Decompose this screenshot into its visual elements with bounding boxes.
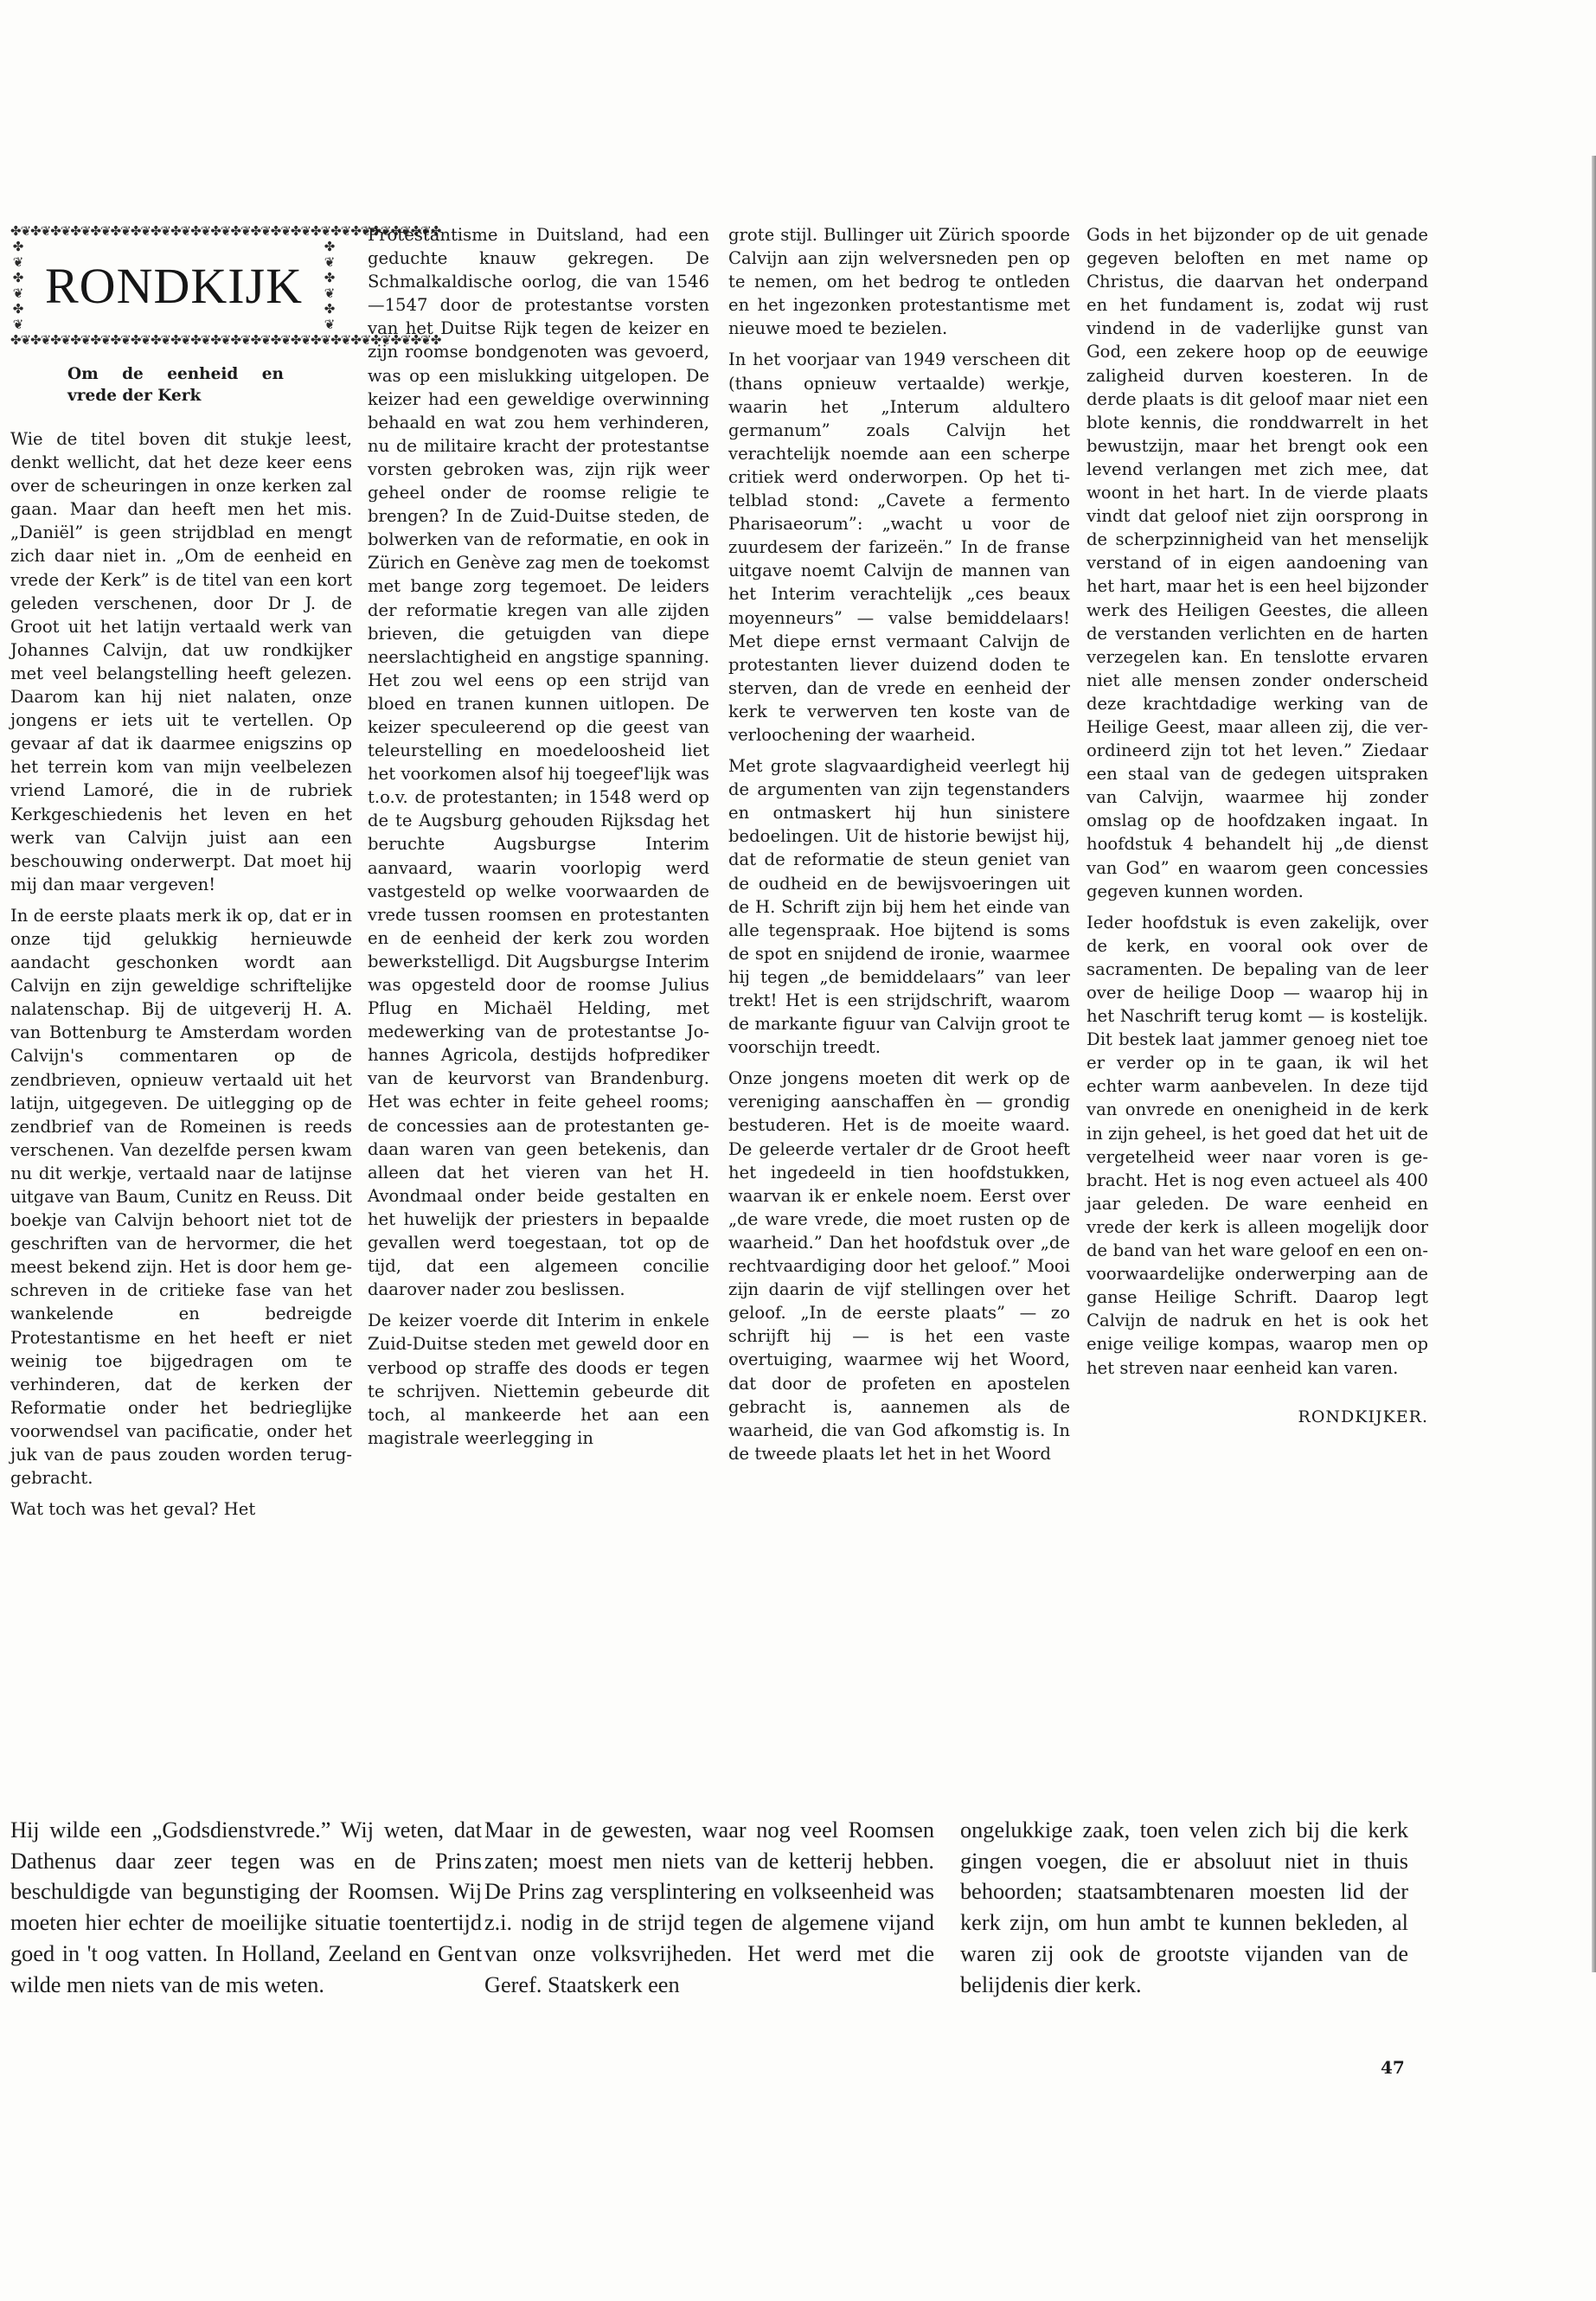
- paragraph: Onze jongens moeten dit werk op de vereniging aanschaffen èn — grondig bestuderen. Het is de moeite waard. De geleerde vertaler dr de Groot heeft het ingedeeld in tien hoofdstukken, waarvan ik er enkele noem. Eerst over „de ware vrede, die moet rusten op de waarheid.” Dan het hoofdstuk over „de rechtvaardiging door het geloof.” Mooi zijn daarin de vijf stellingen over het geloof. „In de eerste plaats” — zo schrijft hij — is het een vaste overtuiging, waarmee wij het Woord, dat door de profeten en apostelen gebracht is, aannemen als de waarheid, die van God afkomstig is. In de tweede plaats let het in het Woord: [728, 1068, 1070, 1464]
- paragraph: In het voorjaar van 1949 verscheen dit (thans opnieuw vertaalde) werkje, waarin het „Interum aldultero germanum” zoals Calvijn het verachtelijk noemde aan een scherpe critiek werd onderworpen. Op het titelblad stond: „Cavete a fermento Pharisaeorum”: „wacht u voor de zuurdesem der farizeën.” In de franse uitgave noemt Calvijn de mannen van het Interim verachtelijk „ces beaux moyenneurs” — valse bemiddelaars! Met diepe ernst vermaant Calvijn de protestanten liever duizend doden te sterven, dan de vrede en eenheid der kerk te verwerven ten koste van de verloochening der waarheid.: [728, 349, 1070, 745]
- paragraph: Met grote slagvaardigheid veerlegt hij de argumenten van zijn tegenstanders en ontmaskert hij hun sinistere bedoelingen. Uit de historie bewijst hij, dat de reformatie de steun geniet van de oudheid en de bewijsvoeringen uit de H. Schrift zijn bij hem het einde van alle tegenspraak. Hoe bijtend is soms de spot en snijdend de ironie, waarmee hij tegen „de bemiddelaars” van leer trekt! Het is een strijdschrift, waarom de markante figuur van Calvijn groot te voorschijn treedt.: [728, 756, 1070, 1058]
- bottom-column-3: ongelukkige zaak, toen velen zich bij die kerk gingen voegen, die er absoluut niet in thuis behoorden; staatsambtenaren moesten lid der kerk zijn, om hun ambt te kunnen bekleden, al waren zij ook de grootste vijanden van de belijdenis dier kerk.: [960, 1817, 1408, 1997]
- author-signature: RONDKIJKER.: [1298, 1407, 1428, 1426]
- paragraph: Protestantisme in Duitsland, had een geduchte knauw gekregen. De Schmalkaldische oorlog, die van 1546—1547 door de protestantse vorsten van het Duitse Rijk tegen de keizer en zijn roomse bondgenoten was gevoerd, was op een mislukking uitgelopen. De keizer had een geweldige overwinning behaald en wat zou hem verhinderen, nu de militaire kracht der protestantse vorsten gebroken was, zijn rijk weer geheel onder de roomse religie te brengen? In de Zuid-Duitse steden, de bolwerken van de reformatie, en ook in Zürich en Genève zag men de toekomst met bange zorg tegemoet. De leiders der reformatie kregen van alle zijden brieven, die getuigden van diepe neerslachtigheid en angstige spanning. Het zou wel eens op een strijd van bloed en tranen kunnen uitlopen. De keizer speculeerend op die geest van teleurstelling en moedeloosheid liet het voorkomen alsof hij toegeef'lijk was t.o.v. de protestanten; in 1548 werd op de te Augsburg gehouden Rijksdag het beruchte Augsburgse Interim aanvaard, waarin voorlopig werd vastgesteld op welke voorwaarden de vrede tussen roomsen en protestanten en de eenheid der kerk zou worden bewerkstelligd. Dit Augsburgse Interim was opgesteld door de roomse Julius Pflug en Michaël Helding, met medewerking van de protestantse Johannes Agricola, destijds hofprediker van de keurvorst van Brandenburg. Het was echter in feite geheel rooms; de concessies aan de protestanten gedaan waren van geen betekenis, dan alleen dat het vieren van het H. Avondmaal onder beide gestalten en het huwelijk der priesters in bepaalde gevallen werd toegestaan, tot op de tijd, dat een algemeen concilie daarover nader zou beslissen.: [368, 225, 709, 1300]
- paragraph: grote stijl. Bullinger uit Zürich spoorde Calvijn aan zijn welversneden pen op te nemen, om het bedrog te ontleden en het ingezonken protestantisme met nieuwe moed te bezielen.: [728, 225, 1070, 339]
- column-title: RONDKIJK: [45, 258, 303, 314]
- paragraph: In de eerste plaats merk ik op, dat er in onze tijd gelukkig hernieuwde aandacht geschonken wordt aan Calvijn en zijn geweldige schriftelijke nalatenschap. Bij de uitgeverij H. A. van Bottenburg te Amsterdam worden Calvijn's commentaren op de zendbrieven, opnieuw vertaald uit het latijn, uitgegeven. De uitlegging op de zendbrief van de Romeinen is reeds verschenen. Van dezelfde persen kwam nu dit werkje, vertaald naar de latijnse uitgave van Baum, Cunitz en Reuss. Dit boekje van Calvijn behoort niet tot de geschriften van de hervormer, die het meest bekend zijn. Het is door hem geschreven in de critieke fase van het wankelende en bedreigde Protestantisme en het heeft er niet weinig toe bijgedragen om te verhinderen, dat de kerken der Reformatie onder het bedrieglijke voorwendsel van pacificatie, onder het juk van de paus zouden worden teruggebracht.: [10, 905, 352, 1489]
- ornament-border-top: ✤❦✤❦✤❦✤❦✤❦✤❦✤❦✤❦✤❦✤❦✤❦✤❦✤❦✤❦✤❦✤❦✤❦✤❦✤❦✤❦✤❦✤: [10, 223, 441, 239]
- paragraph: Wie de titel boven dit stukje leest, denkt wellicht, dat het deze keer eens over de scheuringen in onze kerken zal gaan. Maar dan heeft men het mis. „Daniël” is geen strijdblad en mengt zich daar niet in. „Om de eenheid en vrede der Kerk” is de titel van een kort geleden verschenen, door Dr J. de Groot uit het latijn vertaald werk van Johannes Calvijn, dat uw rondkijker met veel belangstelling heeft gelezen. Daarom kan hij niet nalaten, onze jongens er iets uit te vertellen. Op gevaar af dat ik daarmee enigszins op het terrein kom van mijn veelbelezen vriend Lamoré, die in de rubriek Kerkgeschiedenis het leven en het werk van Calvijn juist aan een beschouwing onderwerpt. Dat moet hij mij dan maar vergeven!: [10, 429, 352, 894]
- scan-edge-shadow: [1592, 156, 1596, 1972]
- paragraph: Wat toch was het geval? Het: [10, 1499, 256, 1520]
- article-column-4: [1086, 223, 1428, 1429]
- ornament-border-bottom: ✤❦✤❦✤❦✤❦✤❦✤❦✤❦✤❦✤❦✤❦✤❦✤❦✤❦✤❦✤❦✤❦✤❦✤❦✤❦✤❦✤❦✤: [10, 332, 441, 348]
- article-column-3: [728, 223, 1070, 1465]
- article-column-2: [368, 223, 709, 1450]
- article-subtitle: Om de eenheid en vrede der Kerk: [67, 365, 284, 405]
- paragraph: Ieder hoofdstuk is even zakelijk, over de kerk, en vooral ook over de sacramenten. De bepaling van de leer over de heilige Doop — waarop hij in het Naschrift terug komt — is kostelijk. Dit bestek laat jammer genoeg niet toe er verder op in te gaan, ik wil het echter warm aanbevelen. In deze tijd van onvrede en onenigheid in de kerk in zijn geheel, is het goed dat het uit de vergetelheid weer naar voren is gebracht. Het is nog even actueel als 400 jaar geleden. De ware eenheid en vrede der kerk is alleen mogelijk door de band van het ware geloof en een onvoorwaardelijke onderwerping aan de ganse Heilige Schrift. Daarop legt Calvijn de nadruk en het is ook het enige veilige kompas, waarop men op het streven naar eenheid kan varen.: [1086, 912, 1428, 1378]
- article-column-1: [10, 223, 441, 1521]
- ornament-border-left: ✤ ❦ ✤ ❦ ✤ ❦: [12, 239, 24, 332]
- paragraph: De keizer voerde dit Interim in enkele Zuid-Duitse steden met geweld door en verbood op straffe des doods er tegen te schrijven. Niettemin gebeurde dit toch, al mankeerde het aan een magistrale weerlegging in: [368, 1311, 709, 1448]
- bottom-column-2: Maar in de gewesten, waar nog veel Roomsen zaten; moest men niets van de ketterij hebben. De Prins zag versplintering en volkseenheid was z.i. nodig in de strijd tegen de algemene vijand van onze volksvrijheden. Het werd met die Geref. Staatskerk een: [484, 1817, 934, 1997]
- bottom-column-1: Hij wilde een „Godsdienstvrede.” Wij weten, dat Dathenus daar zeer tegen was en de Prins beschuldigde van begunstiging der Roomsen. Wij moeten hier echter de moeilijke situatie toentertijd goed in 't oog vatten. In Holland, Zeeland en Gent wilde men niets van de mis weten.: [10, 1817, 482, 1997]
- masthead-rondkijk: [10, 223, 441, 348]
- ornament-border-right: ✤ ❦ ✤ ❦ ✤ ❦: [324, 239, 336, 332]
- page-number: 47: [1381, 2057, 1405, 2078]
- paragraph: Gods in het bijzonder op de uit genade gegeven beloften en met name op Christus, die daarvan het onderpand en het fundament is, zodat wij rust vindend in de vaderlijke gunst van God, een zekere hoop op de eeuwige zaligheid durven koesteren. In de derde plaats is dit geloof maar niet een blote kennis, die ronddwarrelt in het bewustzijn, maar het brengt ook een levend verlangen met zich mee, dat woont in het hart. In de vierde plaats vindt dat geloof niet zijn oorsprong in de scherpzinnigheid van het menselijk verstand of in eigen aandoening van het hart, maar het is een heel bijzonder werk des Heiligen Geestes, die alleen de verstanden verlichten en de harten verzegelen kan. En tenslotte ervaren niet alle mensen zonder onderscheid deze krachtdadige werking van de Heilige Geest, maar alleen zij, die verordineerd zijn tot het leven.” Ziedaar een staal van de gedegen uitspraken van Calvijn, waarmee hij zonder omslag op de hoofdzaken ingaat. In hoofdstuk 4 behandelt hij „de dienst van God” en waarom geen concessies gegeven kunnen worden.: [1086, 225, 1428, 901]
